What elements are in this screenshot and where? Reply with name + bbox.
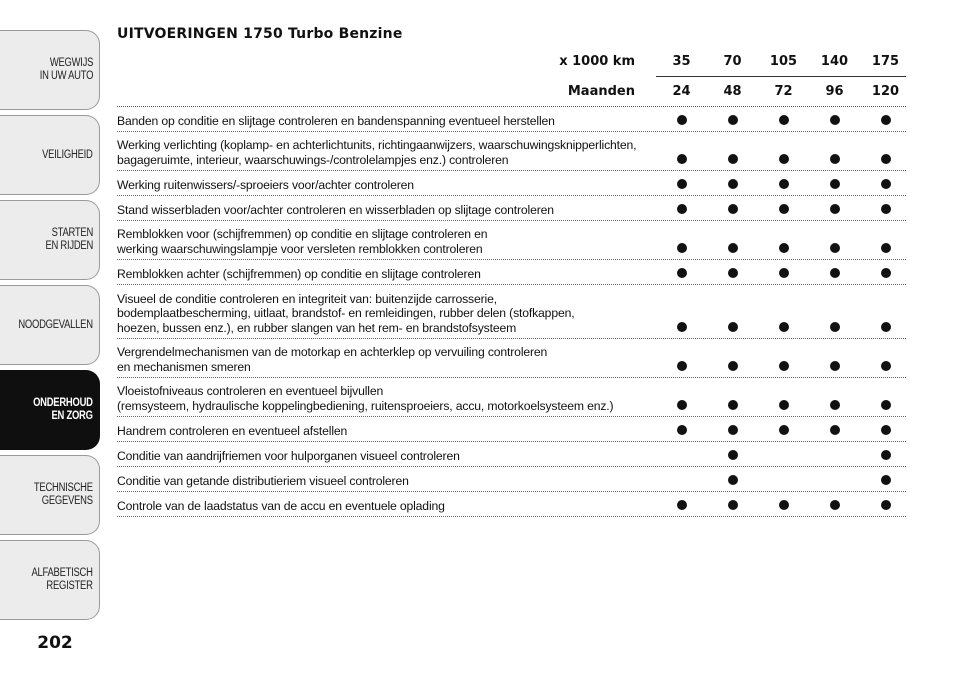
check-dot-icon: [677, 425, 687, 435]
check-dot-icon: [830, 322, 840, 332]
row-marks: [656, 360, 911, 372]
check-dot-icon: [728, 322, 738, 332]
header-km-row: [548, 48, 905, 74]
mark-cell: [707, 449, 758, 461]
mark-cell: [707, 321, 758, 333]
check-dot-icon: [830, 243, 840, 253]
mark-cell: [758, 399, 809, 411]
check-dot-icon: [677, 115, 687, 125]
check-dot-icon: [779, 204, 789, 214]
months-label: Maanden: [567, 83, 635, 99]
check-dot-icon: [728, 361, 738, 371]
check-dot-icon: [881, 475, 891, 485]
mark-cell: [809, 499, 860, 511]
check-dot-icon: [830, 154, 840, 164]
check-dot-icon: [881, 361, 891, 371]
tab-wegwijs[interactable]: [0, 30, 100, 110]
mark-cell: [707, 399, 758, 411]
check-dot-icon: [779, 400, 789, 410]
table-row: [117, 108, 906, 132]
check-dot-icon: [728, 475, 738, 485]
check-dot-icon: [728, 268, 738, 278]
mark-cell: [809, 474, 860, 486]
sidebar: [0, 0, 104, 677]
tab-label: NOODGEVALLEN: [18, 318, 93, 331]
check-dot-icon: [677, 243, 687, 253]
mark-cell: [758, 267, 809, 279]
check-dot-icon: [881, 500, 891, 510]
check-dot-icon: [779, 243, 789, 253]
mark-cell: [860, 321, 911, 333]
mark-cell: [860, 360, 911, 372]
mark-cell: [707, 242, 758, 254]
mark-cell: [656, 474, 707, 486]
row-marks: [656, 499, 911, 511]
mark-cell: [809, 153, 860, 165]
row-marks: [656, 399, 911, 411]
check-dot-icon: [677, 322, 687, 332]
row-marks: [656, 242, 911, 254]
check-dot-icon: [830, 500, 840, 510]
page-number: 202: [37, 633, 73, 653]
km-value: 140: [820, 53, 849, 69]
check-dot-icon: [881, 450, 891, 460]
mark-cell: [809, 424, 860, 436]
mark-cell: [758, 360, 809, 372]
table-row: [117, 379, 906, 417]
mark-cell: [860, 399, 911, 411]
check-dot-icon: [830, 268, 840, 278]
mark-cell: [656, 321, 707, 333]
check-dot-icon: [779, 154, 789, 164]
check-dot-icon: [779, 179, 789, 189]
check-dot-icon: [830, 425, 840, 435]
mark-cell: [656, 242, 707, 254]
tab-label: TECHNISCHE GEGEVENS: [34, 482, 93, 507]
tab-label: VEILIGHEID: [42, 148, 93, 161]
check-dot-icon: [881, 400, 891, 410]
mark-cell: [707, 153, 758, 165]
check-dot-icon: [881, 322, 891, 332]
mark-cell: [860, 153, 911, 165]
check-dot-icon: [881, 115, 891, 125]
tab-label: ONDERHOUD EN ZORG: [33, 397, 93, 422]
row-marks: [656, 114, 911, 126]
check-dot-icon: [881, 154, 891, 164]
table-row: [117, 133, 906, 171]
mark-cell: [860, 474, 911, 486]
row-marks: [656, 267, 911, 279]
mark-cell: [656, 499, 707, 511]
check-dot-icon: [830, 400, 840, 410]
row-description: Remblokken voor (schijfremmen) op conditie en slijtage controleren en werking waarschuwingslampje voor versleten remblokken controleren: [117, 227, 488, 256]
months-value: 96: [825, 83, 844, 99]
months-value: 120: [871, 83, 900, 99]
mark-cell: [656, 203, 707, 215]
check-dot-icon: [677, 154, 687, 164]
table-row: [117, 222, 906, 260]
mark-cell: [707, 499, 758, 511]
check-dot-icon: [677, 268, 687, 278]
page-title: UITVOERINGEN 1750 Turbo Benzine: [117, 26, 403, 42]
mark-cell: [656, 360, 707, 372]
mark-cell: [809, 321, 860, 333]
mark-cell: [809, 178, 860, 190]
row-description: Visueel de conditie controleren en integriteit van: buitenzijde carrosserie, bodemplaatbescherming, uitlaat, brandstof- en remleidingen, rubber delen (stofkappen, hoezen, bussen enz.), en rubber slangen van het rem- en brandstofsysteem: [117, 291, 575, 335]
check-dot-icon: [728, 400, 738, 410]
row-description: Stand wisserbladen voor/achter controleren en wisserbladen op slijtage controleren: [117, 202, 554, 217]
mark-cell: [758, 499, 809, 511]
check-dot-icon: [830, 115, 840, 125]
row-description: Remblokken achter (schijfremmen) op conditie en slijtage controleren: [117, 266, 481, 281]
mark-cell: [809, 114, 860, 126]
mark-cell: [656, 267, 707, 279]
check-dot-icon: [779, 115, 789, 125]
mark-cell: [656, 449, 707, 461]
mark-cell: [860, 424, 911, 436]
row-marks: [656, 474, 911, 486]
mark-cell: [656, 153, 707, 165]
mark-cell: [758, 203, 809, 215]
check-dot-icon: [779, 425, 789, 435]
check-dot-icon: [677, 204, 687, 214]
table-row: [117, 340, 906, 378]
mark-cell: [860, 203, 911, 215]
mark-cell: [707, 424, 758, 436]
check-dot-icon: [728, 115, 738, 125]
header-divider: [656, 76, 906, 77]
check-dot-icon: [881, 268, 891, 278]
mark-cell: [758, 178, 809, 190]
row-description: Vloeistofniveaus controleren en eventueel bijvullen (remsysteem, hydraulische koppelingbediening, ruitensproeiers, accu, motorkoelsysteem enz.): [117, 384, 614, 413]
mark-cell: [707, 203, 758, 215]
check-dot-icon: [881, 243, 891, 253]
mark-cell: [809, 242, 860, 254]
mark-cell: [656, 114, 707, 126]
mark-cell: [707, 178, 758, 190]
tab-onderhoud[interactable]: [0, 370, 100, 450]
tab-technische-gegevens[interactable]: [0, 455, 100, 535]
table-row: [117, 261, 906, 285]
mark-cell: [758, 242, 809, 254]
row-marks: [656, 153, 911, 165]
check-dot-icon: [779, 268, 789, 278]
table-row: [117, 493, 906, 517]
table-row: [117, 172, 906, 196]
months-value: 72: [774, 83, 793, 99]
check-dot-icon: [728, 425, 738, 435]
tab-label: WEGWIJS IN UW AUTO: [39, 57, 93, 82]
mark-cell: [656, 399, 707, 411]
check-dot-icon: [677, 361, 687, 371]
check-dot-icon: [881, 425, 891, 435]
row-description: Conditie van aandrijfriemen voor hulporganen visueel controleren: [117, 448, 460, 463]
row-description: Handrem controleren en eventueel afstellen: [117, 423, 348, 438]
km-value: 70: [723, 53, 742, 69]
tab-starten[interactable]: [0, 200, 100, 280]
mark-cell: [860, 114, 911, 126]
check-dot-icon: [728, 179, 738, 189]
mark-cell: [860, 267, 911, 279]
mark-cell: [656, 178, 707, 190]
mark-cell: [758, 424, 809, 436]
mark-cell: [758, 321, 809, 333]
header-bottom-divider: [117, 106, 906, 107]
header-months-row: [548, 78, 905, 104]
row-marks: [656, 449, 911, 461]
check-dot-icon: [728, 450, 738, 460]
km-value: 105: [769, 53, 798, 69]
mark-cell: [707, 360, 758, 372]
check-dot-icon: [677, 400, 687, 410]
mark-cell: [707, 267, 758, 279]
mark-cell: [860, 449, 911, 461]
mark-cell: [860, 242, 911, 254]
check-dot-icon: [830, 361, 840, 371]
mark-cell: [809, 449, 860, 461]
row-description: Werking ruitenwissers/-sproeiers voor/achter controleren: [117, 177, 414, 192]
row-marks: [656, 178, 911, 190]
tab-label: STARTEN EN RIJDEN: [45, 227, 93, 252]
tab-veiligheid[interactable]: [0, 115, 100, 195]
check-dot-icon: [830, 179, 840, 189]
check-dot-icon: [728, 243, 738, 253]
check-dot-icon: [779, 500, 789, 510]
table-row: [117, 443, 906, 467]
table-row: [117, 418, 906, 442]
mark-cell: [809, 360, 860, 372]
mark-cell: [707, 474, 758, 486]
mark-cell: [860, 499, 911, 511]
mark-cell: [656, 424, 707, 436]
mark-cell: [758, 153, 809, 165]
mark-cell: [809, 267, 860, 279]
months-value: 24: [672, 83, 691, 99]
check-dot-icon: [830, 204, 840, 214]
km-value: 35: [672, 53, 691, 69]
tab-alfabetisch-register[interactable]: [0, 540, 100, 620]
table-row: [117, 286, 906, 339]
row-description: Vergrendelmechanismen van de motorkap en achterklep op vervuiling controleren en mechanismen smeren: [117, 345, 548, 374]
mark-cell: [809, 203, 860, 215]
row-description: Banden op conditie en slijtage controleren en bandenspanning eventueel herstellen: [117, 113, 555, 128]
mark-cell: [860, 178, 911, 190]
table-row: [117, 197, 906, 221]
row-marks: [656, 203, 911, 215]
mark-cell: [758, 449, 809, 461]
row-marks: [656, 321, 911, 333]
months-value: 48: [723, 83, 742, 99]
mark-cell: [758, 474, 809, 486]
mark-cell: [758, 114, 809, 126]
tab-label: ALFABETISCH REGISTER: [31, 567, 93, 592]
row-description: Werking verlichting (koplamp- en achterlichtunits, richtingaanwijzers, waarschuwingsknipperlichten, bagageruimte, interieur, waarschuwings-/controlelampjes enz.) controleren: [117, 138, 637, 167]
mark-cell: [809, 399, 860, 411]
check-dot-icon: [728, 204, 738, 214]
check-dot-icon: [779, 322, 789, 332]
row-marks: [656, 424, 911, 436]
mark-cell: [707, 114, 758, 126]
check-dot-icon: [677, 500, 687, 510]
row-description: Controle van de laadstatus van de accu en eventuele oplading: [117, 498, 445, 513]
check-dot-icon: [677, 179, 687, 189]
table-row: [117, 468, 906, 492]
check-dot-icon: [881, 204, 891, 214]
check-dot-icon: [728, 154, 738, 164]
check-dot-icon: [728, 500, 738, 510]
check-dot-icon: [779, 361, 789, 371]
check-dot-icon: [881, 179, 891, 189]
tab-noodgevallen[interactable]: [0, 285, 100, 365]
row-description: Conditie van getande distributieriem visueel controleren: [117, 473, 409, 488]
km-value: 175: [871, 53, 900, 69]
km-label: x 1000 km: [559, 53, 635, 69]
